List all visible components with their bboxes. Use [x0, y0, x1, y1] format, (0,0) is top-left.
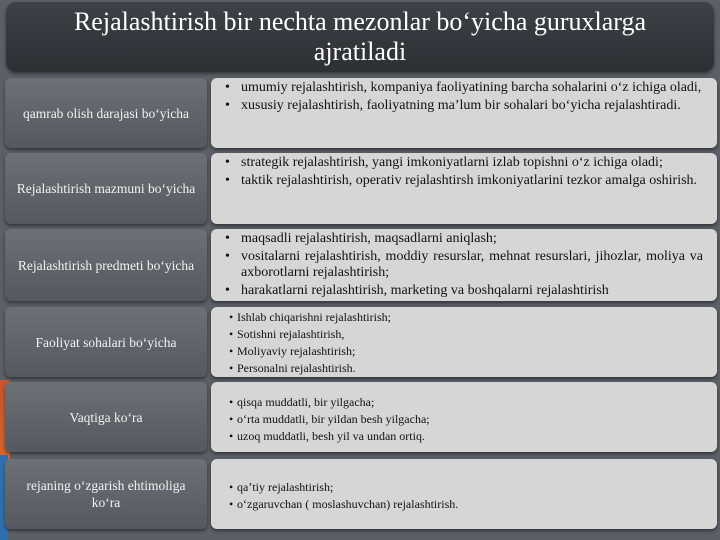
- list-item: • strategik rejalashtirish, yangi imkoniyatlarni izlab topishni oʻz ichiga oladi;: [225, 155, 703, 171]
- list-item: • Sotishni rejalashtirish,: [229, 326, 703, 343]
- list-item: • Ishlab chiqarishni rejalashtirish;: [229, 309, 703, 326]
- criteria-label-box: [5, 229, 207, 301]
- criteria-content-box: [211, 459, 717, 529]
- criteria-row-change-probability: [5, 459, 717, 529]
- slide-title-banner: [6, 2, 714, 72]
- list-item: • maqsadli rejalashtirish, maqsadlarni aniqlash;: [225, 231, 703, 247]
- criteria-row-content: [5, 153, 717, 224]
- list-item: • oʻzgaruvchan ( moslashuvchan) rejalashtirish.: [229, 496, 703, 513]
- criteria-content-box: [211, 229, 717, 301]
- criteria-item-list: [229, 309, 703, 377]
- list-item: • qisqa muddatli, bir yilgacha;: [229, 394, 703, 411]
- list-item: • Personalni rejalashtirish.: [229, 360, 703, 377]
- criteria-label-box: [5, 153, 207, 224]
- criteria-item-list: [225, 231, 703, 299]
- criteria-item-list: [229, 479, 703, 513]
- list-item: • vositalarni rejalashtirish, moddiy resurslar, mehnat resurslari, jihozlar, moliya va axborotlarni rejalashtirish;: [225, 249, 703, 281]
- criteria-label: qamrab olish darajasi boʻyicha: [22, 105, 190, 121]
- list-item: • uzoq muddatli, besh yil va undan ortiq.: [229, 428, 703, 445]
- criteria-label: Vaqtiga koʻra: [69, 409, 143, 425]
- criteria-label: Faoliyat sohalari boʻyicha: [35, 334, 177, 350]
- criteria-label-box: [5, 459, 207, 529]
- criteria-content-box: [211, 153, 717, 224]
- criteria-row-time: [5, 382, 717, 452]
- list-item: • Moliyaviy rejalashtirish;: [229, 343, 703, 360]
- list-item: • xususiy rejalashtirish, faoliyatning maʼlum bir sohalari boʻyicha rejalashtiradi.: [225, 98, 703, 114]
- criteria-content-box: [211, 382, 717, 452]
- criteria-item-list: [225, 80, 703, 114]
- criteria-row-subject: [5, 229, 717, 301]
- list-item: • qaʼtiy rejalashtirish;: [229, 479, 703, 496]
- criteria-label-box: [5, 78, 207, 148]
- criteria-label: Rejalashtirish predmeti boʻyicha: [17, 257, 195, 273]
- criteria-content-box: [211, 307, 717, 377]
- criteria-label: rejaning oʻzgarish ehtimoliga koʻra: [26, 478, 186, 510]
- criteria-item-list: [225, 155, 703, 189]
- criteria-label-box: [5, 307, 207, 377]
- criteria-label-box: [5, 382, 207, 452]
- criteria-row-coverage: [5, 78, 717, 148]
- criteria-item-list: [229, 394, 703, 445]
- list-item: • harakatlarni rejalashtirish, marketing va boshqalarni rejalashtirish: [225, 283, 703, 299]
- list-item: • umumiy rejalashtirish, kompaniya faoliyatining barcha sohalarini oʻz ichiga oladi,: [225, 80, 703, 96]
- criteria-row-activity-areas: [5, 307, 717, 377]
- criteria-label: Rejalashtirish mazmuni boʻyicha: [16, 181, 196, 196]
- criteria-content-box: [211, 78, 717, 148]
- list-item: • oʻrta muddatli, bir yildan besh yilgacha;: [229, 411, 703, 428]
- list-item: • taktik rejalashtirish, operativ rejalashtirsh imkoniyatlarini tezkor amalga oshirish.: [225, 173, 703, 189]
- slide-title: Rejalashtirish bir nechta mezonlar boʻyicha guruxlarga ajratiladi: [73, 7, 647, 66]
